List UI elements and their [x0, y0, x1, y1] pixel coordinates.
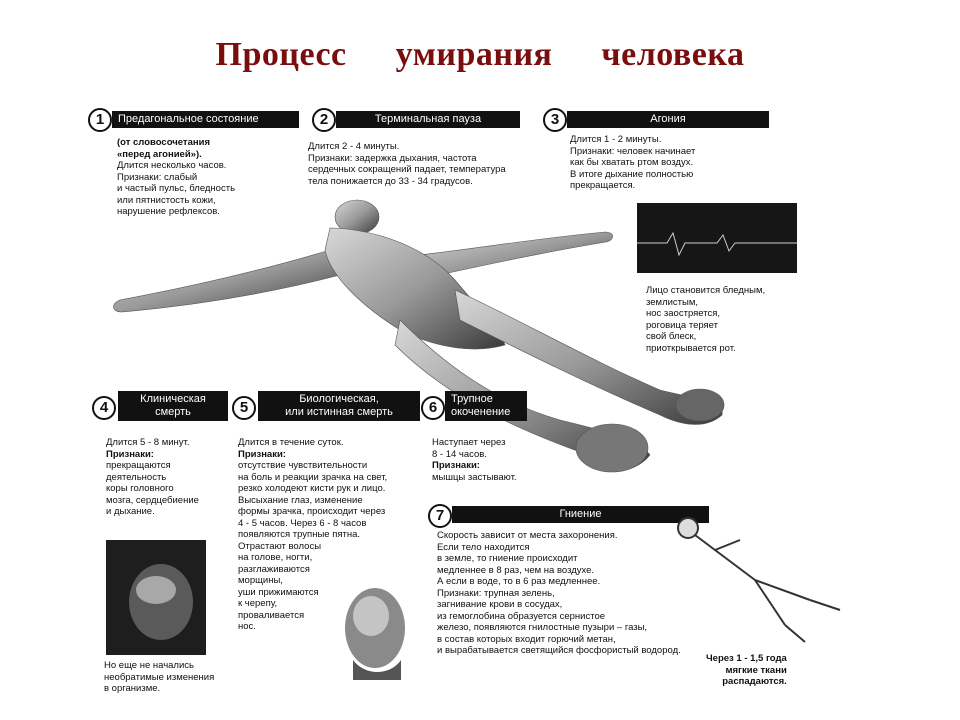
stage-3-number: 3 [543, 108, 567, 132]
ecg-image [637, 203, 797, 273]
stage-4-text: Длится 5 - 8 минут. Признаки: прекращаются деятельность коры головного мозга, сердцебиение и дыхание. [106, 437, 199, 517]
stage-4-number: 4 [92, 396, 116, 420]
stage-3-label: Агония [567, 111, 769, 128]
stage-3-face-text: Лицо становится бледным, землистым, нос заостряется, роговица теряет свой блеск, приоткрывается рот. [646, 285, 766, 354]
stage-5-label: Биологическая, или истинная смерть [258, 391, 420, 421]
stage-3-text: Длится 1 - 2 минуты. Признаки: человек начинает как бы хватать ртом воздух. В итоге дыхание полностью прекращается. [570, 134, 696, 191]
stage-5-number: 5 [232, 396, 256, 420]
stage-6-number: 6 [421, 396, 445, 420]
body-silhouette [113, 200, 724, 472]
stage-5-text: Длится в течение суток. Признаки: отсутствие чувствительности на боль и реакции зрачка на свет, резко холодеют кисти рук и лицо. Высыхание глаз, изменение формы зрачка, происходит через 4 - 5 часов. Через 6 - 8 часов появляются трупные пятна. Отрастают волосы на голове, ногти, разглаживаются морщины, уши прижимаются к черепу, проваливается нос. [238, 437, 388, 632]
skeleton-image [660, 500, 850, 650]
stage-7-label: Гниение [452, 506, 709, 523]
stage-4-label: Клиническая смерть [118, 391, 228, 421]
stage-7-text: Скорость зависит от места захоронения. Если тело находится в земле, то гниение происходит медленнее в 8 раз, чем на воздухе. А если в воде, то в 6 раз медленнее. Признаки: трупная зелень, загнивание крови в сосудах, из гемоглобина образуется сернистое железо, появляются гнилостные пузыри – газы, в состав которых входит горючий метан, и вырабатывается светящийся фосфористый водород. [437, 530, 681, 656]
page-title: Процесс умирания человека [215, 36, 745, 73]
brain-head-image [106, 540, 206, 655]
stage-1-label: Предагональное состояние [112, 111, 299, 128]
stage-6-label: Трупное окоченение [445, 391, 527, 421]
bald-head-image [335, 580, 415, 680]
stage-2-text: Длится 2 - 4 минуты. Признаки: задержка дыхания, частота сердечных сокращений падает, температура тела понижается до 33 - 34 градусов. [308, 141, 506, 187]
stage-1-text: (от словосочетания «перед агонией»). Длится несколько часов. Признаки: слабый и частый пульс, бледность или пятнистость кожи, нарушение рефлексов. [117, 137, 236, 217]
stage-1-number: 1 [88, 108, 112, 132]
stage-4-note: Но еще не начались необратимые изменения в организме. [104, 660, 215, 694]
stage-7-number: 7 [428, 504, 452, 528]
stage-2-number: 2 [312, 108, 336, 132]
stage-7-bones-text: Через 1 - 1,5 года мягкие ткани распадаются. [706, 653, 787, 687]
stage-2-label: Терминальная пауза [336, 111, 520, 128]
stage-6-text: Наступает через 8 - 14 часов. Признаки: мышцы застывают. [432, 437, 517, 483]
